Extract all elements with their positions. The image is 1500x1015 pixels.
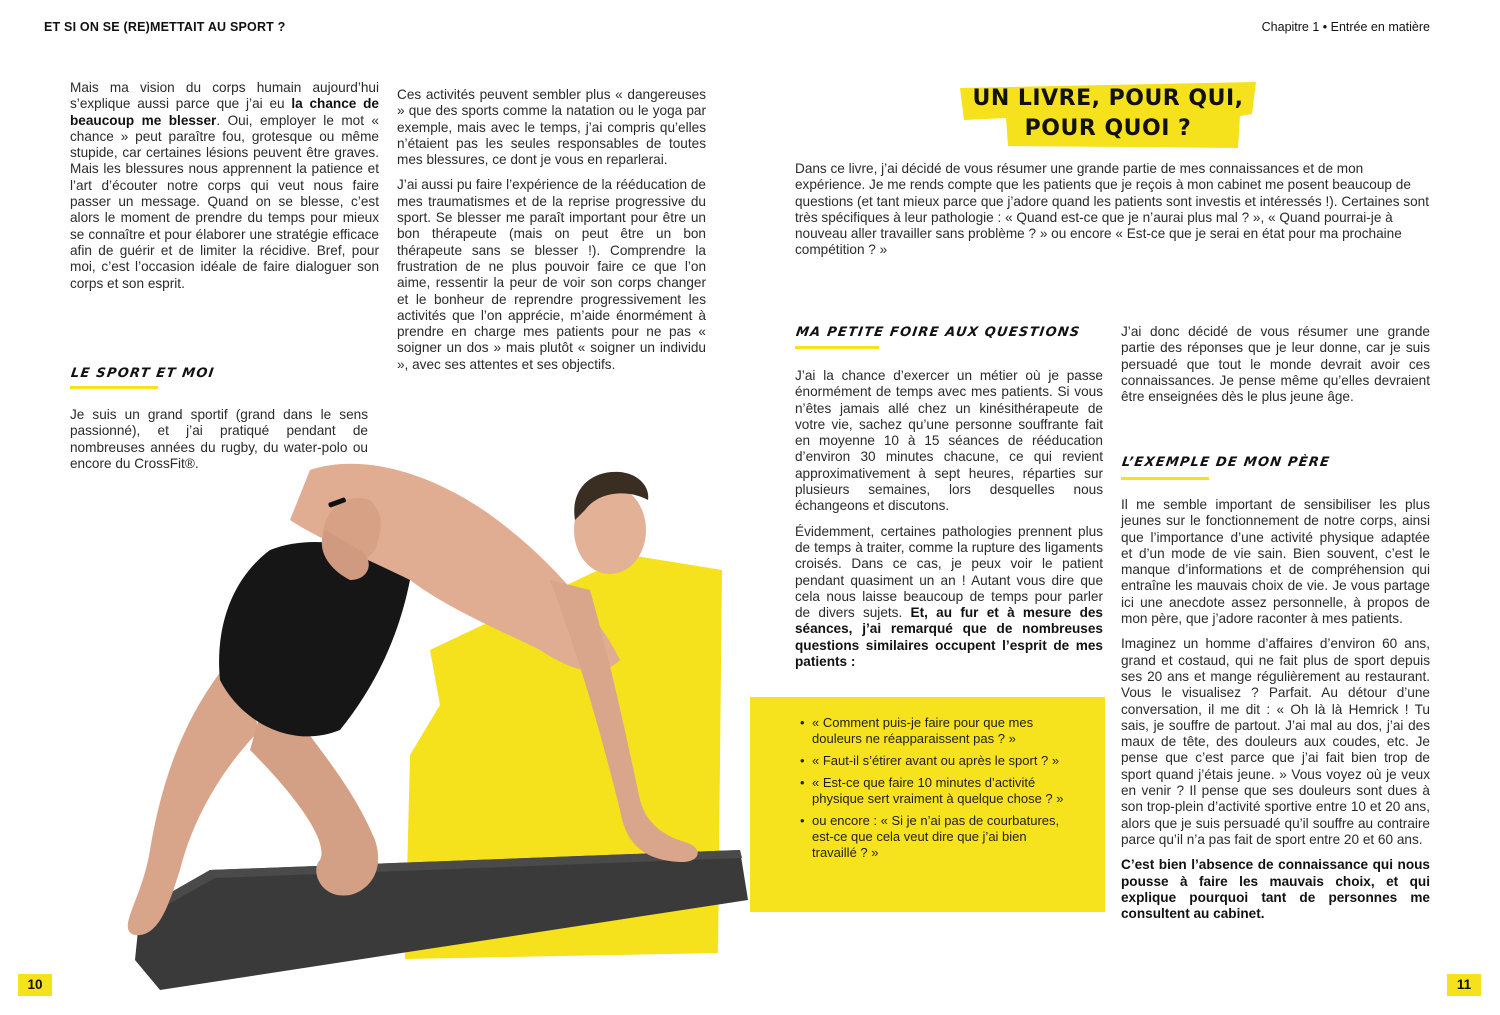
column-3 [795,368,1103,679]
paragraph: Évidemment, certaines pathologies prennent plus de temps à traiter, comme la rupture des ligaments croisés. Dans ce cas, je peux voir le patient pendant quasiment un an ! Autant vous dire que cela nous laisse beaucoup de temps pour parler de divers sujets. Et, au fur et à mesure des séances, j’ai remarqué que de nombreuses questions similaires occupent l’esprit de mes patients : [795,523,1103,670]
running-header-left: ET SI ON SE (RE)METTAIT AU SPORT ? [44,20,286,34]
running-header-right [1262,20,1430,34]
column-4 [1121,324,1430,414]
heading-underline [795,346,879,349]
list-item: • « Faut-il s’étirer avant ou après le sport ? » [800,753,1072,769]
section-heading-sport: LE SPORT ET MOI [69,366,216,381]
paragraph: J’ai la chance d’exercer un métier où je passe énormément de temps avec mes patients. Si vous n’êtes jamais allé chez un kinésithérapeute de votre vie, sachez qu’une personne souffrante fait en moyenne 10 à 15 séances de rééducation d’environ 30 minutes chacune, ce qui revient approximativement à sept heures, réparties sur plusieurs semaines, lors desquelles nous échangeons et discutons. [795,368,1103,514]
page-number-right: 11 [1447,974,1481,996]
questions-box [750,697,1105,912]
column-4-lower [1121,497,1430,931]
title-line-2: POUR QUOI ? [1024,116,1192,141]
column-2 [397,87,706,382]
page-number-left: 10 [18,974,52,996]
list-item: • « Est-ce que faire 10 minutes d’activité physique sert vraiment à quelque chose ? » [800,775,1072,807]
heading-underline [1121,477,1209,480]
chapter-section-title [950,84,1266,144]
athlete-side-plank-photo [120,430,760,990]
paragraph: Imaginez un homme d’affaires d’environ 60 ans, grand et costaud, qui ne fait plus de sport depuis ses 20 ans et mange régulièrement au restaurant. Vous le visualisez ? Parfait. Au détour d’une conversation, il me dit : « Oh là là Hemrick ! Tu sais, je souffre de partout. J’ai mal au dos, j’ai des maux de tête, des douleurs aux coudes, etc. Je pense que c’est parce que j’ai fait bien trop de sport quand j’étais jeune. » Vous voyez où je veux en venir ? Il pense que ses douleurs sont dues à son trop-plein d’activité sportive entre 10 et 20 ans, alors que je suis persuadé qu’il souffre au contraire parce qu’il n’a pas fait de sport entre 20 et 60 ans. [1121,636,1430,847]
paragraph: Mais ma vision du corps humain aujourd’hui s’explique aussi parce que j’ai eu la chance de beaucoup me blesser. Oui, employer le mot « chance » peut paraître fou, grotesque ou même stupide, car certaines lésions peuvent être graves. Mais les blessures nous apprennent la patience et l’art d’écouter notre corps qui veut nous faire passer un message. Quand on se blesse, c’est alors le moment de prendre du temps pour mieux se connaître et pour élaborer une stratégie efficace afin de guérir et de limiter la récidive. Bref, pour moi, c’est l’occasion idéale de faire dialoguer son corps et son esprit. [70,80,379,291]
list-item: • « Comment puis-je faire pour que mes douleurs ne réapparaissent pas ? » [800,715,1072,747]
questions-list [800,715,1072,867]
heading-underline [70,386,158,389]
column-1 [70,80,379,301]
paragraph: Il me semble important de sensibiliser les plus jeunes sur le fonctionnement de notre corps, ainsi que l’importance d’une activité physique adaptée et d’un mode de vie sain. Bien souvent, c’est le manque d’informations et de compréhension qui entraîne les mauvais choix de vie. Je vous partage ici une anecdote assez personnelle, à propos de mon père, que j’adore raconter à mes patients. [1121,497,1430,627]
paragraph: J’ai donc décidé de vous résumer une grande partie des réponses que je leur donne, car je suis persuadé que tout le monde devrait avoir ces connaissances. Je pense même qu’elles devraient être enseignées dès le plus jeune âge. [1121,324,1430,405]
section-heading-faq: MA PETITE FOIRE AUX QUESTIONS [794,325,1082,340]
chapter-label: Chapitre 1 • Entrée en matière [1261,20,1430,34]
paragraph: Ces activités peuvent sembler plus « dangereuses » que des sports comme la natation ou le yoga par exemple, mais avec le temps, j’ai compris qu’elles n’étaient pas les seules responsables de toutes mes blessures, ce dont je vous en reparlerai. [397,87,706,168]
intro-paragraph: Dans ce livre, j’ai décidé de vous résumer une grande partie de mes connaissances et de mon expérience. Je me rends compte que les patients que je reçois à mon cabinet me posent beaucoup de questions (et tant mieux parce que j’adore quand les patients sont investis et intéressés !). Certaines sont très spécifiques à leur pathologie : « Quand est-ce que je n’aurai plus mal ? », « Quand pourrai-je à nouveau aller travailler sans problème ? » ou encore « Est-ce que je serai en état pour ma prochaine compétition ? » [795,161,1429,258]
paragraph: J’ai aussi pu faire l’expérience de la rééducation de mes traumatismes et de la reprise progressive du sport. Se blesser me paraît important pour être un bon thérapeute (mais on peut être un bon thérapeute sans se blesser !). Comprendre la frustration de ne plus pouvoir faire ce que l’on aime, ressentir la peur de voir son corps changer et le bonheur de reprendre progressivement les activités que l’on apprécie, m’aide énormément à prendre en charge mes patients pour ne pas « soigner un dos » mais plutôt « soigner un individu », avec ses attentes et ses objectifs. [397,177,706,372]
paragraph: C’est bien l’absence de connaissance qui nous pousse à faire les mauvais choix, et qui explique pourquoi tant de personnes me consultent au cabinet. [1121,857,1430,922]
list-item: • ou encore : « Si je n’ai pas de courbatures, est-ce que cela veut dire que j’ai bien travaillé ? » [800,813,1072,861]
paragraph: Je suis un grand sportif (grand dans le sens passionné), et j’ai pratiqué pendant de nombreuses années du rugby, du water-polo ou encore du CrossFit®. [70,407,368,471]
title-line-1: UN LIVRE, POUR QUI, [972,86,1244,111]
section-heading-father: L’EXEMPLE DE MON PÈRE [1120,455,1332,470]
